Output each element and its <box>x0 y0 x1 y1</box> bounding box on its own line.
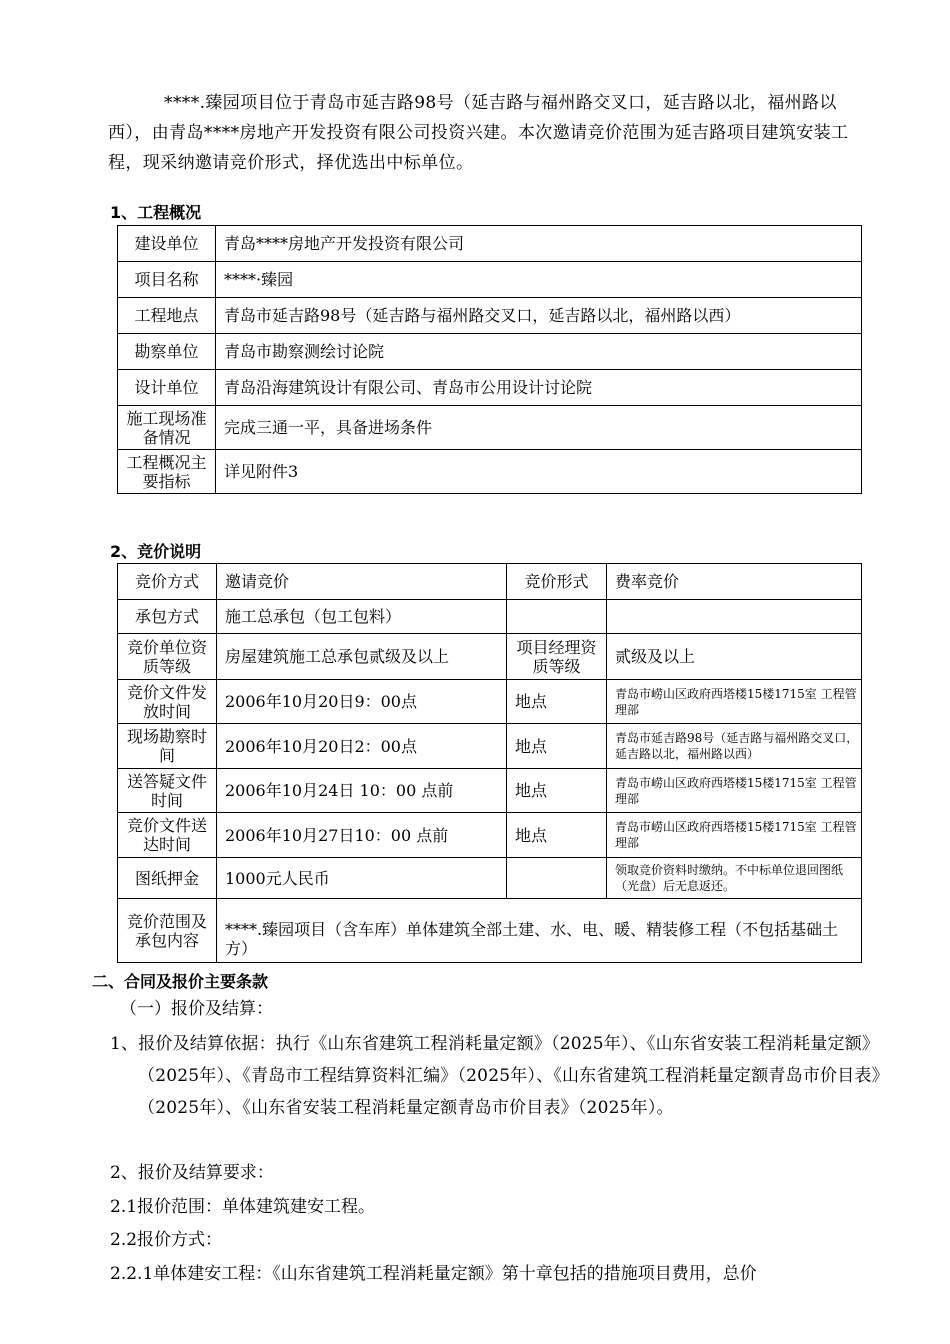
cell-value: 2006年10月20日2：00点 <box>217 724 507 769</box>
cell-label: 竞价形式 <box>507 564 607 600</box>
table-row <box>118 600 862 634</box>
section-heading-overview: 1、工程概况 <box>110 203 202 222</box>
cell-value: 2006年10月20日9：00点 <box>217 680 507 724</box>
scope-label: 竞价范围及承包内容 <box>118 899 217 963</box>
cell-value: 房屋建筑施工总承包贰级及以上 <box>217 634 507 680</box>
row-value: ****·臻园 <box>216 262 862 298</box>
cell-label: 竞价文件发放时间 <box>118 680 217 724</box>
row-label: 工程概况主要指标 <box>118 450 216 494</box>
cell-value: 2006年10月24日 10：00 点前 <box>217 769 507 813</box>
cell-value: 青岛市崂山区政府西塔楼15楼1715室 工程管理部 <box>607 813 862 858</box>
cell-value: 青岛市崂山区政府西塔楼15楼1715室 工程管理部 <box>607 769 862 813</box>
cell-value: 领取竞价资料时缴纳。不中标单位退回图纸（光盘）后无息返还。 <box>607 858 862 899</box>
cell-value: 费率竞价 <box>607 564 862 600</box>
row-value: 完成三通一平，具备进场条件 <box>216 406 862 450</box>
row-label: 建设单位 <box>118 226 216 262</box>
cell-value <box>607 600 862 634</box>
cell-label: 现场勘察时间 <box>118 724 217 769</box>
cell-label: 地点 <box>507 813 607 858</box>
scope-line: 2.1报价范围：单体建筑建安工程。 <box>110 1197 376 1217</box>
cell-label: 竞价方式 <box>118 564 217 600</box>
requirements-line: 2、报价及结算要求： <box>110 1163 274 1183</box>
intro-paragraph: ****.臻园项目位于青岛市延吉路98号（延吉路与福州路交叉口，延吉路以北，福州路以西），由青岛****房地产开发投资有限公司投资兴建。本次邀请竞价范围为延吉路项目建筑安装工程，现采纳邀请竞价形式，择优选出中标单位。 <box>108 93 849 173</box>
cell-value: 1000元人民币 <box>217 858 507 899</box>
cell-label: 承包方式 <box>118 600 217 634</box>
row-label: 项目名称 <box>118 262 216 298</box>
cell-label: 项目经理资质等级 <box>507 634 607 680</box>
cell-label: 地点 <box>507 680 607 724</box>
table-row <box>118 899 862 963</box>
row-value: 青岛市勘察测绘讨论院 <box>216 334 862 370</box>
cell-value: 青岛市延吉路98号（延吉路与福州路交叉口，延吉路以北，福州路以西） <box>607 724 862 769</box>
table-row <box>118 262 862 298</box>
cell-label: 送答疑文件时间 <box>118 769 217 813</box>
cell-value: 2006年10月27日10：00 点前 <box>217 813 507 858</box>
method-line: 2.2报价方式： <box>110 1230 223 1250</box>
cell-label: 图纸押金 <box>118 858 217 899</box>
table-row <box>118 298 862 334</box>
table-row <box>118 634 862 680</box>
table-row <box>118 858 862 899</box>
cell-label: 竞价文件送达时间 <box>118 813 217 858</box>
basis-paragraph: 1、报价及结算依据：执行《山东省建筑工程消耗量定额》（2025年）、《山东省安装工程消耗量定额》（2025年）、《青岛市工程结算资料汇编》（2025年）、《山东省建筑工程消耗量定额青岛市价目表》（2025年）、《山东省安装工程消耗量定额青岛市价目表》（2025年）。 <box>110 1034 889 1118</box>
subsection-title: （一）报价及结算： <box>120 999 273 1019</box>
row-label: 工程地点 <box>118 298 216 334</box>
cell-label <box>507 858 607 899</box>
row-label: 勘察单位 <box>118 334 216 370</box>
cell-value: 贰级及以上 <box>607 634 862 680</box>
bidding-table <box>117 563 862 963</box>
table-row <box>118 450 862 494</box>
cell-label: 竞价单位资质等级 <box>118 634 217 680</box>
building-line: 2.2.1单体建安工程：《山东省建筑工程消耗量定额》第十章包括的措施项目费用，总价 <box>110 1264 757 1284</box>
row-value: 详见附件3 <box>216 450 862 494</box>
table-row <box>118 370 862 406</box>
table-row <box>118 564 862 600</box>
row-value: 青岛****房地产开发投资有限公司 <box>216 226 862 262</box>
project-overview-table <box>117 225 862 494</box>
section-heading-bidding: 2、竞价说明 <box>110 542 202 561</box>
row-value: 青岛市延吉路98号（延吉路与福州路交叉口，延吉路以北，福州路以西） <box>216 298 862 334</box>
cell-label: 地点 <box>507 769 607 813</box>
table-row <box>118 680 862 724</box>
table-row <box>118 334 862 370</box>
table-row <box>118 813 862 858</box>
scope-value: ****.臻园项目（含车库）单体建筑全部土建、水、电、暖、精装修工程（不包括基础土方） <box>217 899 862 963</box>
table-row <box>118 406 862 450</box>
row-label: 设计单位 <box>118 370 216 406</box>
cell-label: 地点 <box>507 724 607 769</box>
table-row <box>118 724 862 769</box>
part2-heading: 二、合同及报价主要条款 <box>92 972 269 991</box>
row-value: 青岛沿海建筑设计有限公司、青岛市公用设计讨论院 <box>216 370 862 406</box>
cell-value: 邀请竞价 <box>217 564 507 600</box>
cell-label <box>507 600 607 634</box>
cell-value: 施工总承包（包工包料） <box>217 600 507 634</box>
table-row <box>118 226 862 262</box>
table-row <box>118 769 862 813</box>
cell-value: 青岛市崂山区政府西塔楼15楼1715室 工程管理部 <box>607 680 862 724</box>
row-label: 施工现场准备情况 <box>118 406 216 450</box>
